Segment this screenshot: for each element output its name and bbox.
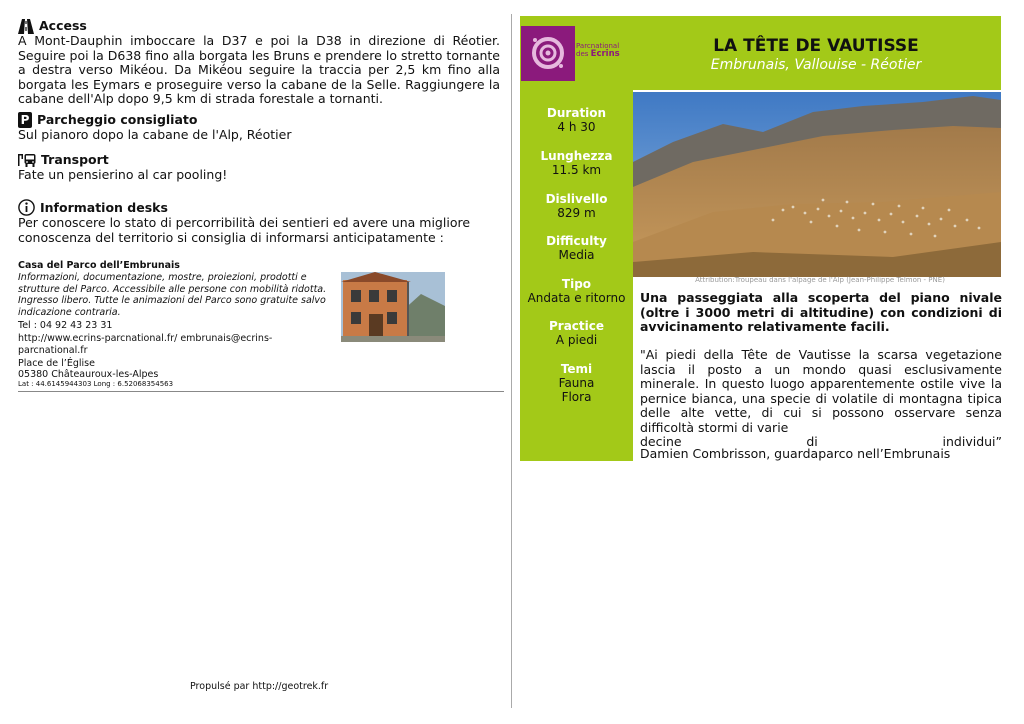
stat-label: Tipo: [561, 277, 592, 291]
logo-text-line2: national: [590, 42, 620, 50]
parking-section: [18, 112, 500, 143]
stat-value: 11.5 km: [551, 163, 602, 177]
stat-value: Flora: [561, 390, 592, 404]
info-desk-name: Casa del Parco dell’Embrunais: [18, 260, 180, 271]
parking-icon: P: [18, 112, 32, 128]
logo-text-line1: Parc: [576, 42, 591, 50]
stat-value: Media: [558, 248, 595, 262]
parking-title: Parcheggio consigliato: [37, 112, 198, 127]
road-icon: [18, 19, 34, 34]
info-desk-phone: Tel : 04 92 43 23 31: [18, 320, 113, 331]
stat-value: 4 h 30: [557, 120, 596, 134]
transport-text: Fate un pensierino al car pooling!: [18, 167, 228, 182]
stat-elevation: [520, 192, 633, 220]
access-section: [18, 18, 500, 107]
parking-header: [18, 112, 500, 128]
access-title: Access: [39, 18, 87, 33]
access-text: A Mont-Dauphin imboccare la D37 e poi la D38 in direzione di Réotier. Seguire poi la D638 fino alla borgata les Bruns e prendere lo stretto tornante a destra verso Mikéou. Da Mikéou seguire la traccia per 2,5 km fino alla borgata les Eymars e proseguire verso la cabane de la Selle. Raggiungere la cabane dell'Alp dopo 9,5 km di strada forestale a tornanti.: [18, 33, 500, 106]
stat-value: A piedi: [555, 333, 598, 347]
info-desk-web-email[interactable]: http://www.ecrins-parcnational.fr/ embrunais@ecrins-parcnational.fr: [18, 333, 273, 356]
info-text: Per conoscere lo stato di percorribilità dei sentieri ed avere una migliore conoscenza del territorio si consiglia di informarsi anticipatamente :: [18, 215, 471, 245]
bus-icon: [18, 153, 36, 167]
info-desk-description: Informazioni, documentazione, mostre, proiezioni, prodotti e strutture del Parco. Accessibile alle persone con mobilità ridotta. Ingresso libero. Tutte le animazioni del Parco sono gratuite salvo indicazione contraria.: [18, 272, 327, 318]
info-section: [18, 199, 500, 245]
info-desk-photo: [341, 272, 445, 342]
stat-label: Duration: [546, 106, 607, 120]
stat-label: Difficulty: [546, 234, 607, 248]
stat-length: [520, 149, 633, 177]
info-desk-address-city: 05380 Châteauroux-les-Alpes: [18, 369, 159, 380]
stat-route-type: [520, 277, 633, 305]
stat-label: Temi: [560, 362, 593, 376]
stat-value: 829 m: [557, 206, 596, 220]
stat-label: Practice: [548, 319, 605, 333]
transport-title: Transport: [41, 152, 109, 167]
photo-attribution: Attribution:Troupeau dans l'alpage de l'Alp (Jean-Philippe Telmon - PNE): [695, 276, 945, 284]
column-divider: [511, 14, 512, 708]
quote-signature: Damien Combrisson, guardaparco nell’Embrunais: [640, 446, 951, 461]
quote-body: "Ai piedi della Tête de Vautisse la scarsa vegetazione lascia il posto a un mondo quasi esclusivamente minerale. In questo luogo apparentemente ostile vive la pernice bianca, una specie di volatile di montagna tipica delle alte vette, di cui si possono osservare senza difficoltà stormi di varie: [640, 347, 1002, 435]
info-desk-coordinates: Lat : 44.6145944303 Long : 6.52068354563: [18, 380, 174, 388]
stat-themes: [520, 362, 633, 404]
quote-last-line: decine di individui”: [640, 434, 1002, 449]
trek-stats-sidebar: [520, 90, 633, 461]
park-logo: [521, 26, 575, 81]
stat-practice: [520, 319, 633, 347]
stat-value: Fauna: [558, 376, 595, 390]
parking-text: Sul pianoro dopo la cabane de l'Alp, Réotier: [18, 127, 292, 142]
info-title: Information desks: [40, 199, 168, 215]
stat-label: Dislivello: [545, 192, 608, 206]
trek-intro: Una passeggiata alla scoperta del piano nivale (oltre i 3000 metri di altitudine) con condizioni di avvicinamento relativamente facili.: [640, 290, 1002, 334]
logo-text-line4: Ecrins: [590, 49, 620, 59]
footer-credit: Propulsé par http://geotrek.fr: [190, 681, 329, 692]
trek-photo: [633, 92, 1001, 277]
info-desk-address-street: Place de l’Église: [18, 358, 95, 369]
logo-text-line3: des: [576, 50, 589, 58]
access-header: [18, 18, 500, 34]
info-desk-card: [18, 260, 504, 392]
trek-title: LA TÊTE DE VAUTISSE: [713, 36, 919, 56]
park-logo-text: [576, 42, 620, 58]
stat-difficulty: [520, 234, 633, 262]
stat-label: Lunghezza: [540, 149, 613, 163]
info-header: [18, 199, 500, 216]
trek-subtitle: Embrunais, Vallouise - Réotier: [710, 57, 922, 73]
transport-section: [18, 152, 500, 183]
trek-quote: [640, 348, 1002, 450]
stat-value: Andata e ritorno: [527, 291, 626, 305]
info-icon: [18, 199, 35, 216]
transport-header: [18, 152, 500, 168]
stat-duration: [520, 106, 633, 134]
